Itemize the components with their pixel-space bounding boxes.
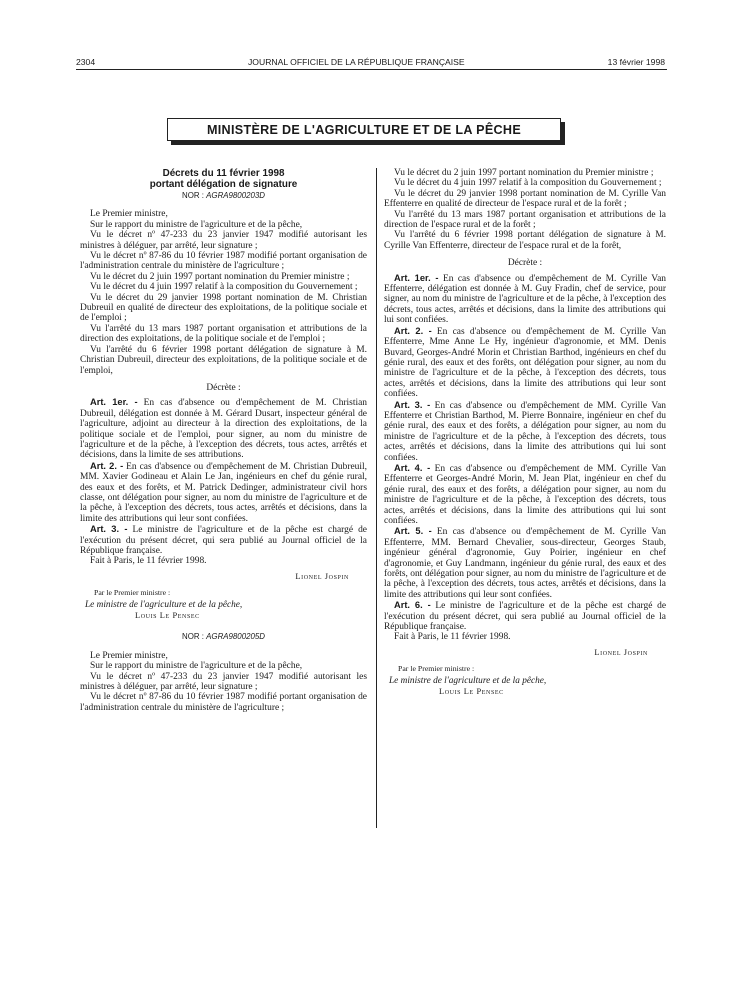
page-number: 2304	[76, 57, 96, 67]
article-text: Le ministre de l'agriculture et de la pêche est chargé de l'exécution du présent décret, qui sera publié au Journal officiel de la République française.	[384, 601, 667, 633]
visa: Vu le décret nº 87-86 du 10 février 1987 modifié portant organisation de l'administration centrale du ministère de l'agriculture ;	[80, 251, 367, 272]
right-column	[384, 168, 666, 698]
nor-code: AGRA9800203D	[206, 191, 265, 200]
journal-title: JOURNAL OFFICIEL DE LA RÉPUBLIQUE FRANÇAISE	[248, 57, 465, 67]
article-label: Art. 2. -	[394, 325, 432, 336]
article-label: Art. 3. -	[90, 524, 128, 535]
article	[80, 524, 367, 556]
article-text: En cas d'absence ou d'empêchement de M. Christian Dubreuil, délégation est donnée à M. Gérard Dusart, inspecteur général de l'agriculture, adjoint au directeur à la direction des exploitations, de la politique sociale et de l'emploi, pour signer, au nom du ministre de l'agriculture et de la pêche, à l'exception des décrets, tous actes, arrêtés et décisions, dans la limite de ses attributions.	[80, 398, 368, 461]
article	[384, 463, 666, 526]
minister-name: Louis Le Pensec	[439, 687, 504, 697]
visa: Vu l'arrêté du 13 mars 1987 portant organisation et attributions de la direction de l'espace rural et de la forêt ;	[384, 209, 666, 231]
visa: Vu l'arrêté du 6 février 1998 portant délégation de signature à M. Christian Dubreuil, directeur des exploitations, de la politique sociale et de l'emploi,	[80, 344, 367, 376]
visa: Vu l'arrêté du 6 février 1998 portant délégation de signature à M. Cyrille Van Effenterre, directeur de l'espace rural et de la forêt,	[384, 230, 666, 251]
minister-title: Le ministre de l'agriculture et de la pêche,	[85, 599, 243, 610]
article-text: En cas d'absence ou d'empêchement de M. Christian Dubreuil, MM. Xavier Godineau et Alain Le Jan, ingénieurs en chef du génie rural, des eaux et des forêts, et M. Patrick Dedinger, administrateur civil hors classe, ont délégation pour signer, au nom du ministre de l'agriculture et de la pêche, à l'exception des décrets, tous actes, arrêtés et décisions, dans la limite des attributions qui leur sont confiées.	[80, 461, 368, 524]
ministry-banner	[167, 118, 565, 145]
article-text: En cas d'absence ou d'empêchement de M. Cyrille Van Effenterre, Mme Anne Le Hy, ingénieur d'agronomie, et MM. Denis Buvard, Georges-André Morin et Christian Barthod, ingénieurs en chef du génie rural, des eaux et des forêts, ont délégation pour signer, au nom du ministre de l'agriculture et de la pêche, à l'exception des décrets, tous actes, arrêtés et décisions, dans la limite des attributions qui leur sont confiées.	[384, 326, 666, 400]
nor-label: NOR :	[182, 632, 204, 642]
article	[384, 326, 666, 400]
article-label: Art. 1er. -	[394, 272, 439, 283]
decree-title: Décrets du 11 février 1998	[162, 168, 285, 179]
visa: Vu le décret nº 47-233 du 23 janvier 1947 modifié autorisant les ministres à déléguer, par arrêté, leur signature ;	[80, 230, 367, 251]
nor-reference	[80, 632, 367, 642]
issue-date: 13 février 1998	[607, 57, 665, 67]
decrete-heading: Décrète :	[206, 382, 241, 393]
article-label: Art. 6. -	[394, 600, 431, 611]
article-text: Le ministre de l'agriculture et de la pêche est chargé de l'exécution du présent décret, qui sera publié au Journal officiel de la République française.	[80, 525, 368, 556]
article	[80, 461, 367, 524]
article-text: En cas d'absence ou d'empêchement de M. Cyrille Van Effenterre, MM. Bernard Chevalier, sous-directeur, Georges Staub, ingénieur général d'agronomie, Guy Poirier, ingénieur en chef d'agronomie, et Guy Landmann, ingénieur du génie rural, des eaux et des forêts, ont délégation pour signer, au nom du ministre de l'agriculture et de la pêche, à l'exception des décrets, tous actes, arrêtés et décisions, dans la limite des attributions qui leur sont confiées.	[384, 527, 666, 600]
article	[384, 273, 666, 326]
countersign-intro: Par le Premier ministre :	[94, 588, 171, 598]
article	[384, 526, 666, 600]
visa: Vu le décret du 2 juin 1997 portant nomination du Premier ministre ;	[394, 168, 654, 178]
visa: Le Premier ministre,	[90, 650, 168, 661]
visa: Vu le décret nº 87-86 du 10 février 1987 modifié portant organisation de l'administration centrale du ministère de l'agriculture ;	[80, 692, 367, 713]
signatory-name: Lionel Jospin	[594, 647, 648, 657]
countersign-intro: Par le Premier ministre :	[398, 664, 475, 674]
article-label: Art. 1er. -	[90, 397, 138, 408]
visa: Vu l'arrêté du 13 mars 1987 portant organisation et attributions de la direction des exploitations, de la politique sociale et de l'emploi ;	[80, 323, 367, 345]
visa: Vu le décret nº 47-233 du 23 janvier 1947 modifié autorisant les ministres à déléguer, par arrêté, leur signature ;	[80, 671, 367, 693]
place-date: Fait à Paris, le 11 février 1998.	[90, 556, 207, 567]
visa: Vu le décret du 4 juin 1997 relatif à la composition du Gouvernement ;	[90, 282, 358, 293]
signatory-name: Lionel Jospin	[295, 571, 349, 581]
column-divider	[376, 168, 377, 828]
visa: Vu le décret du 2 juin 1997 portant nomination du Premier ministre ;	[90, 271, 350, 282]
visa: Le Premier ministre,	[90, 209, 168, 220]
decree-subtitle: portant délégation de signature	[149, 179, 298, 190]
place-date: Fait à Paris, le 11 février 1998.	[394, 632, 511, 643]
nor-reference	[80, 191, 367, 201]
article-label: Art. 5. -	[394, 526, 432, 537]
nor-code: AGRA9800205D	[206, 632, 265, 642]
visa: Vu le décret du 4 juin 1997 relatif à la composition du Gouvernement ;	[394, 178, 662, 189]
header-rule	[76, 69, 667, 70]
visa: Sur le rapport du ministre de l'agriculture et de la pêche,	[90, 661, 303, 672]
article-text: En cas d'absence ou d'empêchement de MM. Cyrille Van Effenterre et Georges-André Morin, M. Jean Plat, ingénieur en chef du génie rural, des eaux et des forêts, a délégation pour signer, au nom du ministre de l'agriculture et de la pêche, à l'exception des décrets, tous actes, arrêtés et décisions, dans la limite des attributions qui lui sont confiées.	[384, 463, 666, 526]
visa: Vu le décret du 29 janvier 1998 portant nomination de M. Christian Dubreuil en qualité de directeur des exploitations, de la politique sociale et de l'emploi ;	[80, 292, 367, 324]
visa: Sur le rapport du ministre de l'agriculture et de la pêche,	[90, 219, 303, 230]
article	[384, 600, 666, 632]
article-text: En cas d'absence ou d'empêchement de M. Cyrille Van Effenterre, délégation est donnée à M. Guy Fradin, chef de service, pour signer, au nom du ministre de l'agriculture et de la pêche, à l'exception des décrets, tous actes, arrêtés et décisions, dans la limite des attributions qui lui sont confiées.	[384, 273, 666, 326]
visa: Vu le décret du 29 janvier 1998 portant nomination de M. Cyrille Van Effenterre en qualité de directeur de l'espace rural et de la forêt ;	[384, 188, 666, 210]
article-label: Art. 4. -	[394, 462, 431, 473]
ministry-title: MINISTÈRE DE L'AGRICULTURE ET DE LA PÊCHE	[167, 118, 561, 141]
article-label: Art. 2. -	[90, 460, 124, 471]
article-label: Art. 3. -	[394, 399, 431, 410]
minister-title: Le ministre de l'agriculture et de la pêche,	[389, 675, 547, 686]
article	[80, 397, 367, 460]
nor-label: NOR :	[182, 191, 204, 200]
decrete-heading: Décrète :	[507, 258, 543, 269]
article	[384, 400, 666, 463]
article-text: En cas d'absence ou d'empêchement de MM. Cyrille Van Effenterre et Christian Barthod, M. Pierre Bonnaire, ingénieur en chef du génie rural, des eaux et des forêts, a délégation pour signer, au nom du ministre de l'agriculture et de la pêche, à l'exception des décrets, tous actes, arrêtés et décisions, dans la limite des attributions qui lui sont confiées.	[384, 400, 666, 463]
minister-name: Louis Le Pensec	[135, 611, 200, 621]
left-column	[80, 168, 367, 713]
